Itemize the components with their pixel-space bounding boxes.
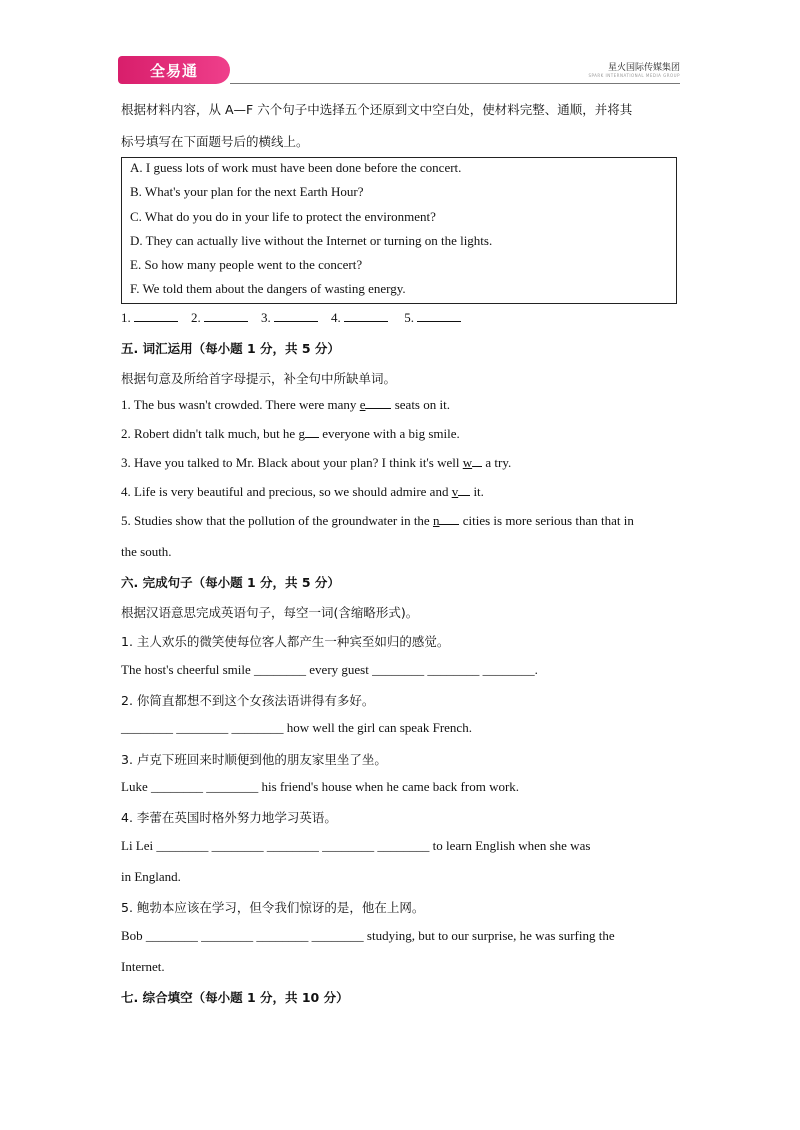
fill-blank[interactable] xyxy=(365,397,391,409)
item-text: a try. xyxy=(482,455,512,470)
item-text: 3. Have you talked to Mr. Black about your plan? I think it's well xyxy=(121,455,463,470)
answer-blank[interactable] xyxy=(344,310,388,322)
hint-letter: e xyxy=(359,397,366,412)
fill-blank[interactable] xyxy=(439,513,459,525)
section-6-instruction: 根据汉语意思完成英语句子，每空一词(含缩略形式)。 xyxy=(121,605,419,620)
answer-blanks-row xyxy=(121,310,461,326)
answer-number: 2. xyxy=(191,310,201,325)
vocab-item-3 xyxy=(121,455,511,471)
fill-blank[interactable] xyxy=(305,426,319,438)
answer-number: 4. xyxy=(331,310,341,325)
brand-logo xyxy=(118,56,230,84)
hint-letter: n xyxy=(432,513,440,528)
item-text: it. xyxy=(470,484,484,499)
sentence-4-en: Li Lei ________ ________ ________ ________ ________ to learn English when she was xyxy=(121,838,591,853)
page-header xyxy=(118,56,680,86)
answer-blank[interactable] xyxy=(134,310,178,322)
sentence-2-en: ________ ________ ________ how well the girl can speak French. xyxy=(121,720,472,735)
publisher-name-en: SPARK INTERNATIONAL MEDIA GROUP xyxy=(588,73,680,78)
vocab-item-2 xyxy=(121,426,460,442)
item-text: 2. Robert didn't talk much, but he xyxy=(121,426,299,441)
header-divider xyxy=(230,83,680,84)
sentence-4-en-cont: in England. xyxy=(121,869,181,884)
option-a: A. I guess lots of work must have been done before the concert. xyxy=(130,160,462,175)
sentence-4-cn: 4. 李蕾在英国时格外努力地学习英语。 xyxy=(121,810,337,825)
item-text: everyone with a big smile. xyxy=(318,426,460,441)
vocab-item-5 xyxy=(121,513,634,529)
item-text: 4. Life is very beautiful and precious, so we should admire and xyxy=(121,484,452,499)
answer-blank[interactable] xyxy=(417,310,461,322)
option-f: F. We told them about the dangers of wasting energy. xyxy=(130,281,406,296)
answer-number: 3. xyxy=(261,310,271,325)
fill-blank[interactable] xyxy=(472,455,482,467)
item-text: 5. Studies show that the pollution of the groundwater in the xyxy=(121,513,433,528)
option-d: D. They can actually live without the Internet or turning on the lights. xyxy=(130,233,493,248)
instruction-line-2: 标号填写在下面题号后的横线上。 xyxy=(121,134,309,149)
sentence-5-en: Bob ________ ________ ________ ________ studying, but to our surprise, he was surfing the xyxy=(121,928,615,943)
publisher-brand xyxy=(588,60,680,78)
section-5-instruction: 根据句意及所给首字母提示，补全句中所缺单词。 xyxy=(121,371,397,386)
fill-blank[interactable] xyxy=(458,484,470,496)
sentence-5-cn: 5. 鲍勃本应该在学习，但令我们惊讶的是，他在上网。 xyxy=(121,900,425,915)
hint-letter: v xyxy=(451,484,459,499)
options-box xyxy=(121,157,677,304)
logo-text: 全易通 xyxy=(149,61,198,80)
vocab-item-4 xyxy=(121,484,484,500)
answer-blank[interactable] xyxy=(204,310,248,322)
sentence-2-cn: 2. 你简直都想不到这个女孩法语讲得有多好。 xyxy=(121,693,375,708)
option-c: C. What do you do in your life to protect the environment? xyxy=(130,209,436,224)
option-e: E. So how many people went to the concert? xyxy=(130,257,363,272)
hint-letter: w xyxy=(462,455,473,470)
vocab-item-5-cont: the south. xyxy=(121,544,172,559)
section-6-title: 六. 完成句子（每小题 1 分，共 5 分） xyxy=(121,575,340,590)
vocab-item-1 xyxy=(121,397,450,413)
item-text: 1. The bus wasn't crowded. There were many xyxy=(121,397,360,412)
section-7-title: 七. 综合填空（每小题 1 分，共 10 分） xyxy=(121,990,349,1005)
sentence-5-en-cont: Internet. xyxy=(121,959,165,974)
sentence-3-cn: 3. 卢克下班回来时顺便到他的朋友家里坐了坐。 xyxy=(121,752,387,767)
hint-letter: g xyxy=(298,426,305,441)
sentence-1-cn: 1. 主人欢乐的微笑使每位客人都产生一种宾至如归的感觉。 xyxy=(121,634,450,649)
sentence-3-en: Luke ________ ________ his friend's house when he came back from work. xyxy=(121,779,520,794)
item-text: seats on it. xyxy=(391,397,450,412)
item-text: cities is more serious than that in xyxy=(459,513,634,528)
option-b: B. What's your plan for the next Earth Hour? xyxy=(130,184,364,199)
sentence-1-en: The host's cheerful smile ________ every guest ________ ________ ________. xyxy=(121,662,538,677)
answer-number: 5. xyxy=(404,310,414,325)
section-5-title: 五. 词汇运用（每小题 1 分，共 5 分） xyxy=(121,341,340,356)
instruction-line-1: 根据材料内容，从 A—F 六个句子中选择五个还原到文中空白处，使材料完整、通顺，并将其 xyxy=(121,102,633,117)
answer-number: 1. xyxy=(121,310,131,325)
answer-blank[interactable] xyxy=(274,310,318,322)
publisher-name: 星火国际传媒集团 xyxy=(607,63,680,73)
